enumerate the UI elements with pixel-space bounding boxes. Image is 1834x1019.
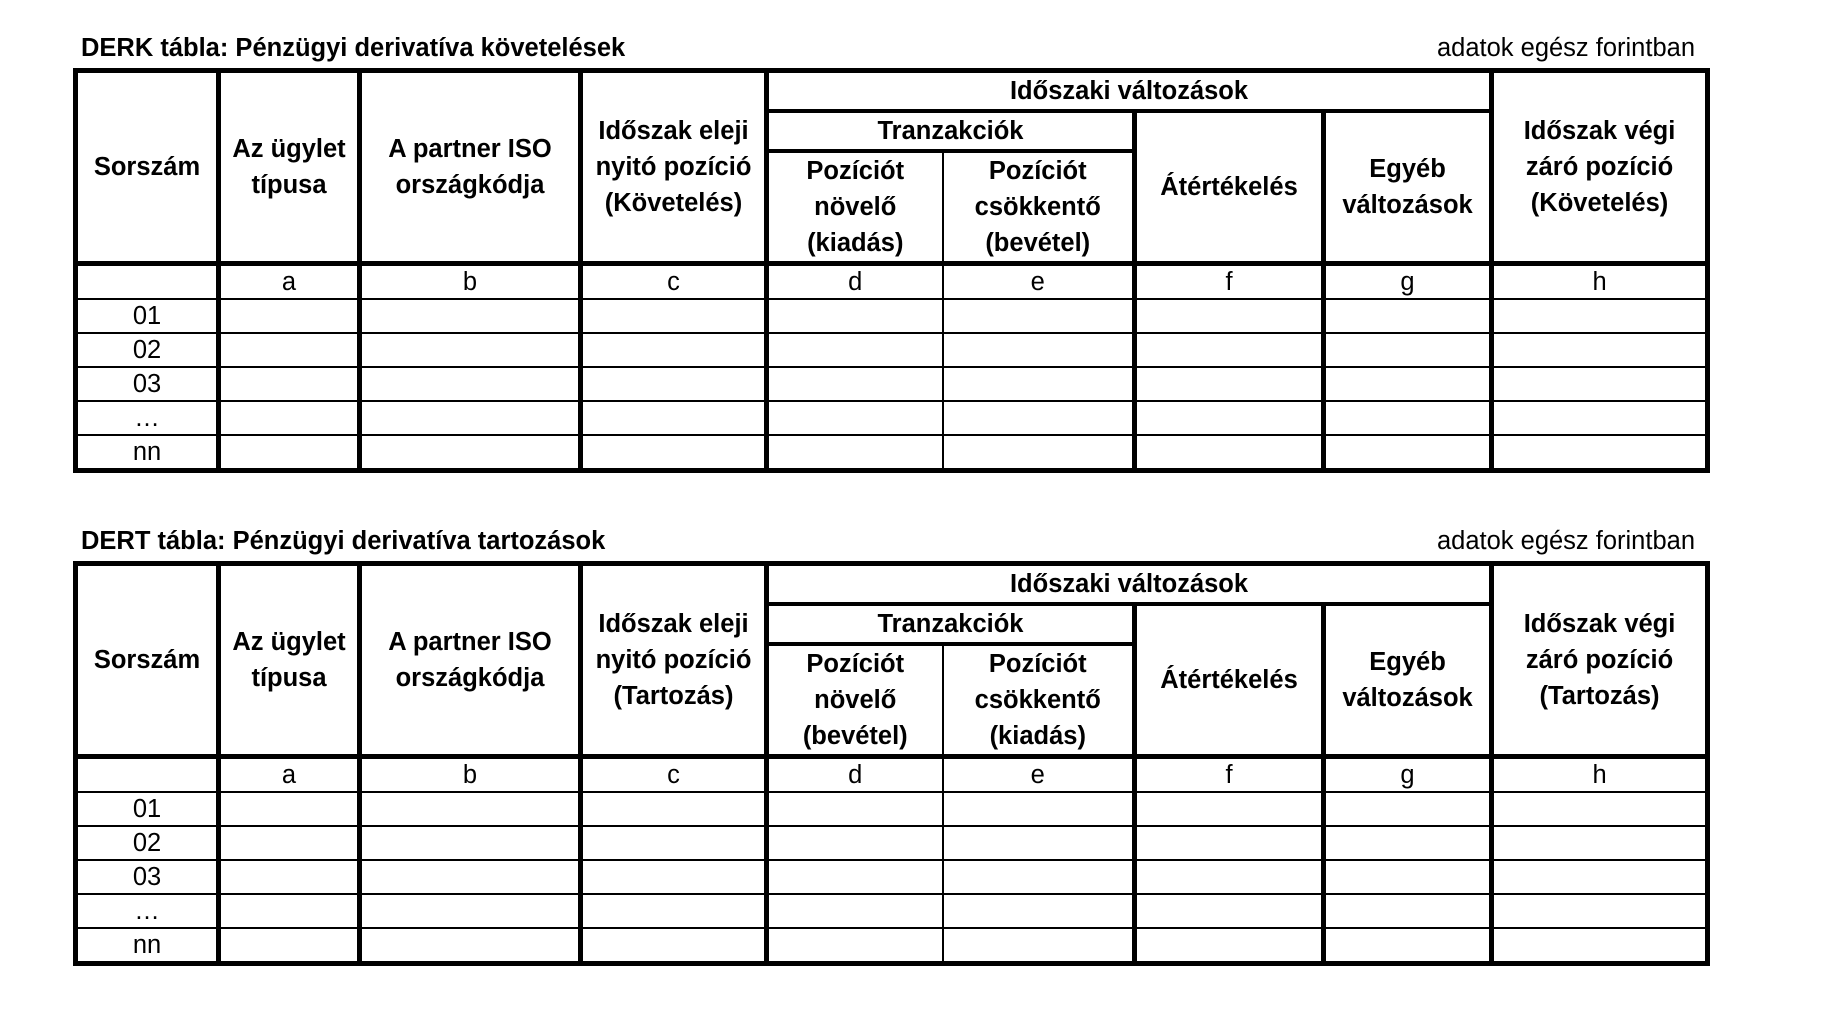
letter-cell-empty: [76, 757, 219, 793]
header-nyito-pozicio: Időszak eleji nyitó pozíció (Tartozás): [581, 564, 767, 757]
data-cell[interactable]: [360, 928, 581, 964]
header-zaro-pozicio: Időszak végi záró pozíció (Követelés): [1492, 71, 1708, 264]
data-cell[interactable]: [581, 928, 767, 964]
data-cell[interactable]: [360, 401, 581, 435]
data-cell[interactable]: [581, 367, 767, 401]
derk-table: [73, 68, 1710, 473]
data-cell[interactable]: [1324, 333, 1492, 367]
row-number: 01: [76, 299, 219, 333]
data-cell[interactable]: [1135, 367, 1324, 401]
data-cell[interactable]: [219, 792, 360, 826]
data-cell[interactable]: [1324, 299, 1492, 333]
letter-cell: b: [360, 264, 581, 300]
dert-table-block: [73, 521, 1705, 966]
row-number: nn: [76, 928, 219, 964]
data-cell[interactable]: [1324, 792, 1492, 826]
header-egyeb-valtozasok: Egyéb változások: [1324, 604, 1492, 757]
data-cell[interactable]: [1492, 860, 1708, 894]
data-cell[interactable]: [943, 894, 1135, 928]
data-cell[interactable]: [1492, 435, 1708, 471]
letter-cell: d: [767, 264, 943, 300]
table-row: [76, 928, 1708, 964]
data-cell[interactable]: [360, 792, 581, 826]
data-cell[interactable]: [1492, 792, 1708, 826]
data-cell[interactable]: [360, 826, 581, 860]
data-cell[interactable]: [581, 435, 767, 471]
data-cell[interactable]: [360, 435, 581, 471]
data-cell[interactable]: [219, 401, 360, 435]
data-cell[interactable]: [1324, 928, 1492, 964]
data-cell[interactable]: [219, 333, 360, 367]
letter-cell: a: [219, 757, 360, 793]
table-row: [76, 299, 1708, 333]
table-caption: [73, 521, 1705, 561]
column-letter-row: [76, 757, 1708, 793]
data-cell[interactable]: [1492, 333, 1708, 367]
data-cell[interactable]: [360, 367, 581, 401]
data-cell[interactable]: [767, 367, 943, 401]
row-number: …: [76, 894, 219, 928]
table-title: DERT tábla: Pénzügyi derivatíva tartozások: [81, 527, 606, 555]
data-cell[interactable]: [943, 299, 1135, 333]
data-cell[interactable]: [1324, 367, 1492, 401]
table-row: [76, 333, 1708, 367]
data-cell[interactable]: [1135, 894, 1324, 928]
data-cell[interactable]: [581, 894, 767, 928]
data-cell[interactable]: [1135, 333, 1324, 367]
letter-cell: f: [1135, 264, 1324, 300]
data-cell[interactable]: [219, 435, 360, 471]
row-number: nn: [76, 435, 219, 471]
data-cell[interactable]: [1135, 299, 1324, 333]
column-letter-row: [76, 264, 1708, 300]
header-partner-iso: A partner ISO országkódja: [360, 564, 581, 757]
derk-table-block: [73, 28, 1705, 473]
data-cell[interactable]: [767, 299, 943, 333]
data-cell[interactable]: [1324, 435, 1492, 471]
letter-cell: g: [1324, 264, 1492, 300]
header-tranzakciok: Tranzakciók: [767, 111, 1135, 151]
data-cell[interactable]: [581, 860, 767, 894]
letter-cell: a: [219, 264, 360, 300]
data-cell[interactable]: [767, 894, 943, 928]
row-number: …: [76, 401, 219, 435]
row-number: 03: [76, 860, 219, 894]
data-cell[interactable]: [1492, 367, 1708, 401]
data-cell[interactable]: [1324, 894, 1492, 928]
header-zaro-pozicio: Időszak végi záró pozíció (Tartozás): [1492, 564, 1708, 757]
data-cell[interactable]: [360, 894, 581, 928]
data-cell[interactable]: [219, 860, 360, 894]
letter-cell: b: [360, 757, 581, 793]
table-title: DERK tábla: Pénzügyi derivatíva követelések: [81, 34, 626, 62]
data-cell[interactable]: [219, 367, 360, 401]
letter-cell: d: [767, 757, 943, 793]
data-cell[interactable]: [943, 860, 1135, 894]
data-cell[interactable]: [581, 792, 767, 826]
data-cell[interactable]: [360, 860, 581, 894]
header-pozicio-novelo: Pozíciót növelő (kiadás): [767, 151, 943, 264]
header-tranzakciok: Tranzakciók: [767, 604, 1135, 644]
header-partner-iso: A partner ISO országkódja: [360, 71, 581, 264]
data-cell[interactable]: [219, 826, 360, 860]
row-number: 03: [76, 367, 219, 401]
header-sorszam: Sorszám: [76, 71, 219, 264]
data-cell[interactable]: [1135, 928, 1324, 964]
data-cell[interactable]: [581, 333, 767, 367]
data-cell[interactable]: [219, 299, 360, 333]
header-pozicio-csokkento: Pozíciót csökkentő (kiadás): [943, 644, 1135, 757]
data-cell[interactable]: [1324, 401, 1492, 435]
data-cell[interactable]: [360, 299, 581, 333]
data-cell[interactable]: [1324, 826, 1492, 860]
letter-cell: h: [1492, 757, 1708, 793]
data-cell[interactable]: [767, 401, 943, 435]
table-row: [76, 792, 1708, 826]
header-sorszam: Sorszám: [76, 564, 219, 757]
data-cell[interactable]: [767, 792, 943, 826]
data-cell[interactable]: [581, 826, 767, 860]
letter-cell: e: [943, 757, 1135, 793]
table-row: [76, 367, 1708, 401]
data-cell[interactable]: [767, 826, 943, 860]
header-atertekeles: Átértékelés: [1135, 111, 1324, 264]
row-number: 02: [76, 333, 219, 367]
data-cell[interactable]: [1135, 435, 1324, 471]
data-cell[interactable]: [767, 860, 943, 894]
data-cell[interactable]: [767, 928, 943, 964]
header-nyito-pozicio: Időszak eleji nyitó pozíció (Követelés): [581, 71, 767, 264]
unit-note: adatok egész forintban: [1436, 527, 1695, 555]
data-cell[interactable]: [767, 435, 943, 471]
data-cell[interactable]: [1492, 894, 1708, 928]
letter-cell: c: [581, 264, 767, 300]
unit-note: adatok egész forintban: [1436, 34, 1695, 62]
data-cell[interactable]: [943, 928, 1135, 964]
letter-cell-empty: [76, 264, 219, 300]
data-cell[interactable]: [581, 299, 767, 333]
data-cell[interactable]: [1135, 401, 1324, 435]
data-cell[interactable]: [1492, 928, 1708, 964]
row-number: 02: [76, 826, 219, 860]
data-cell[interactable]: [1135, 792, 1324, 826]
data-cell[interactable]: [1492, 401, 1708, 435]
letter-cell: e: [943, 264, 1135, 300]
data-cell[interactable]: [943, 826, 1135, 860]
data-cell[interactable]: [219, 928, 360, 964]
header-idoszaki-valtozasok: Időszaki változások: [767, 564, 1492, 605]
letter-cell: c: [581, 757, 767, 793]
letter-cell: f: [1135, 757, 1324, 793]
table-row: [76, 435, 1708, 471]
header-pozicio-novelo: Pozíciót növelő (bevétel): [767, 644, 943, 757]
data-cell[interactable]: [767, 333, 943, 367]
table-row: [76, 894, 1708, 928]
letter-cell: g: [1324, 757, 1492, 793]
data-cell[interactable]: [581, 401, 767, 435]
data-cell[interactable]: [1492, 826, 1708, 860]
data-cell[interactable]: [1135, 860, 1324, 894]
letter-cell: h: [1492, 264, 1708, 300]
header-ugylet-tipusa: Az ügylet típusa: [219, 564, 360, 757]
data-cell[interactable]: [943, 367, 1135, 401]
data-cell[interactable]: [943, 401, 1135, 435]
header-ugylet-tipusa: Az ügylet típusa: [219, 71, 360, 264]
data-cell[interactable]: [219, 894, 360, 928]
header-pozicio-csokkento: Pozíciót csökkentő (bevétel): [943, 151, 1135, 264]
data-cell[interactable]: [1492, 299, 1708, 333]
header-egyeb-valtozasok: Egyéb változások: [1324, 111, 1492, 264]
row-number: 01: [76, 792, 219, 826]
dert-table: [73, 561, 1710, 966]
table-row: [76, 401, 1708, 435]
header-atertekeles: Átértékelés: [1135, 604, 1324, 757]
data-cell[interactable]: [1324, 860, 1492, 894]
data-cell[interactable]: [360, 333, 581, 367]
data-cell[interactable]: [1135, 826, 1324, 860]
data-cell[interactable]: [943, 435, 1135, 471]
header-idoszaki-valtozasok: Időszaki változások: [767, 71, 1492, 112]
table-caption: [73, 28, 1705, 68]
data-cell[interactable]: [943, 792, 1135, 826]
data-cell[interactable]: [943, 333, 1135, 367]
table-row: [76, 826, 1708, 860]
table-row: [76, 860, 1708, 894]
